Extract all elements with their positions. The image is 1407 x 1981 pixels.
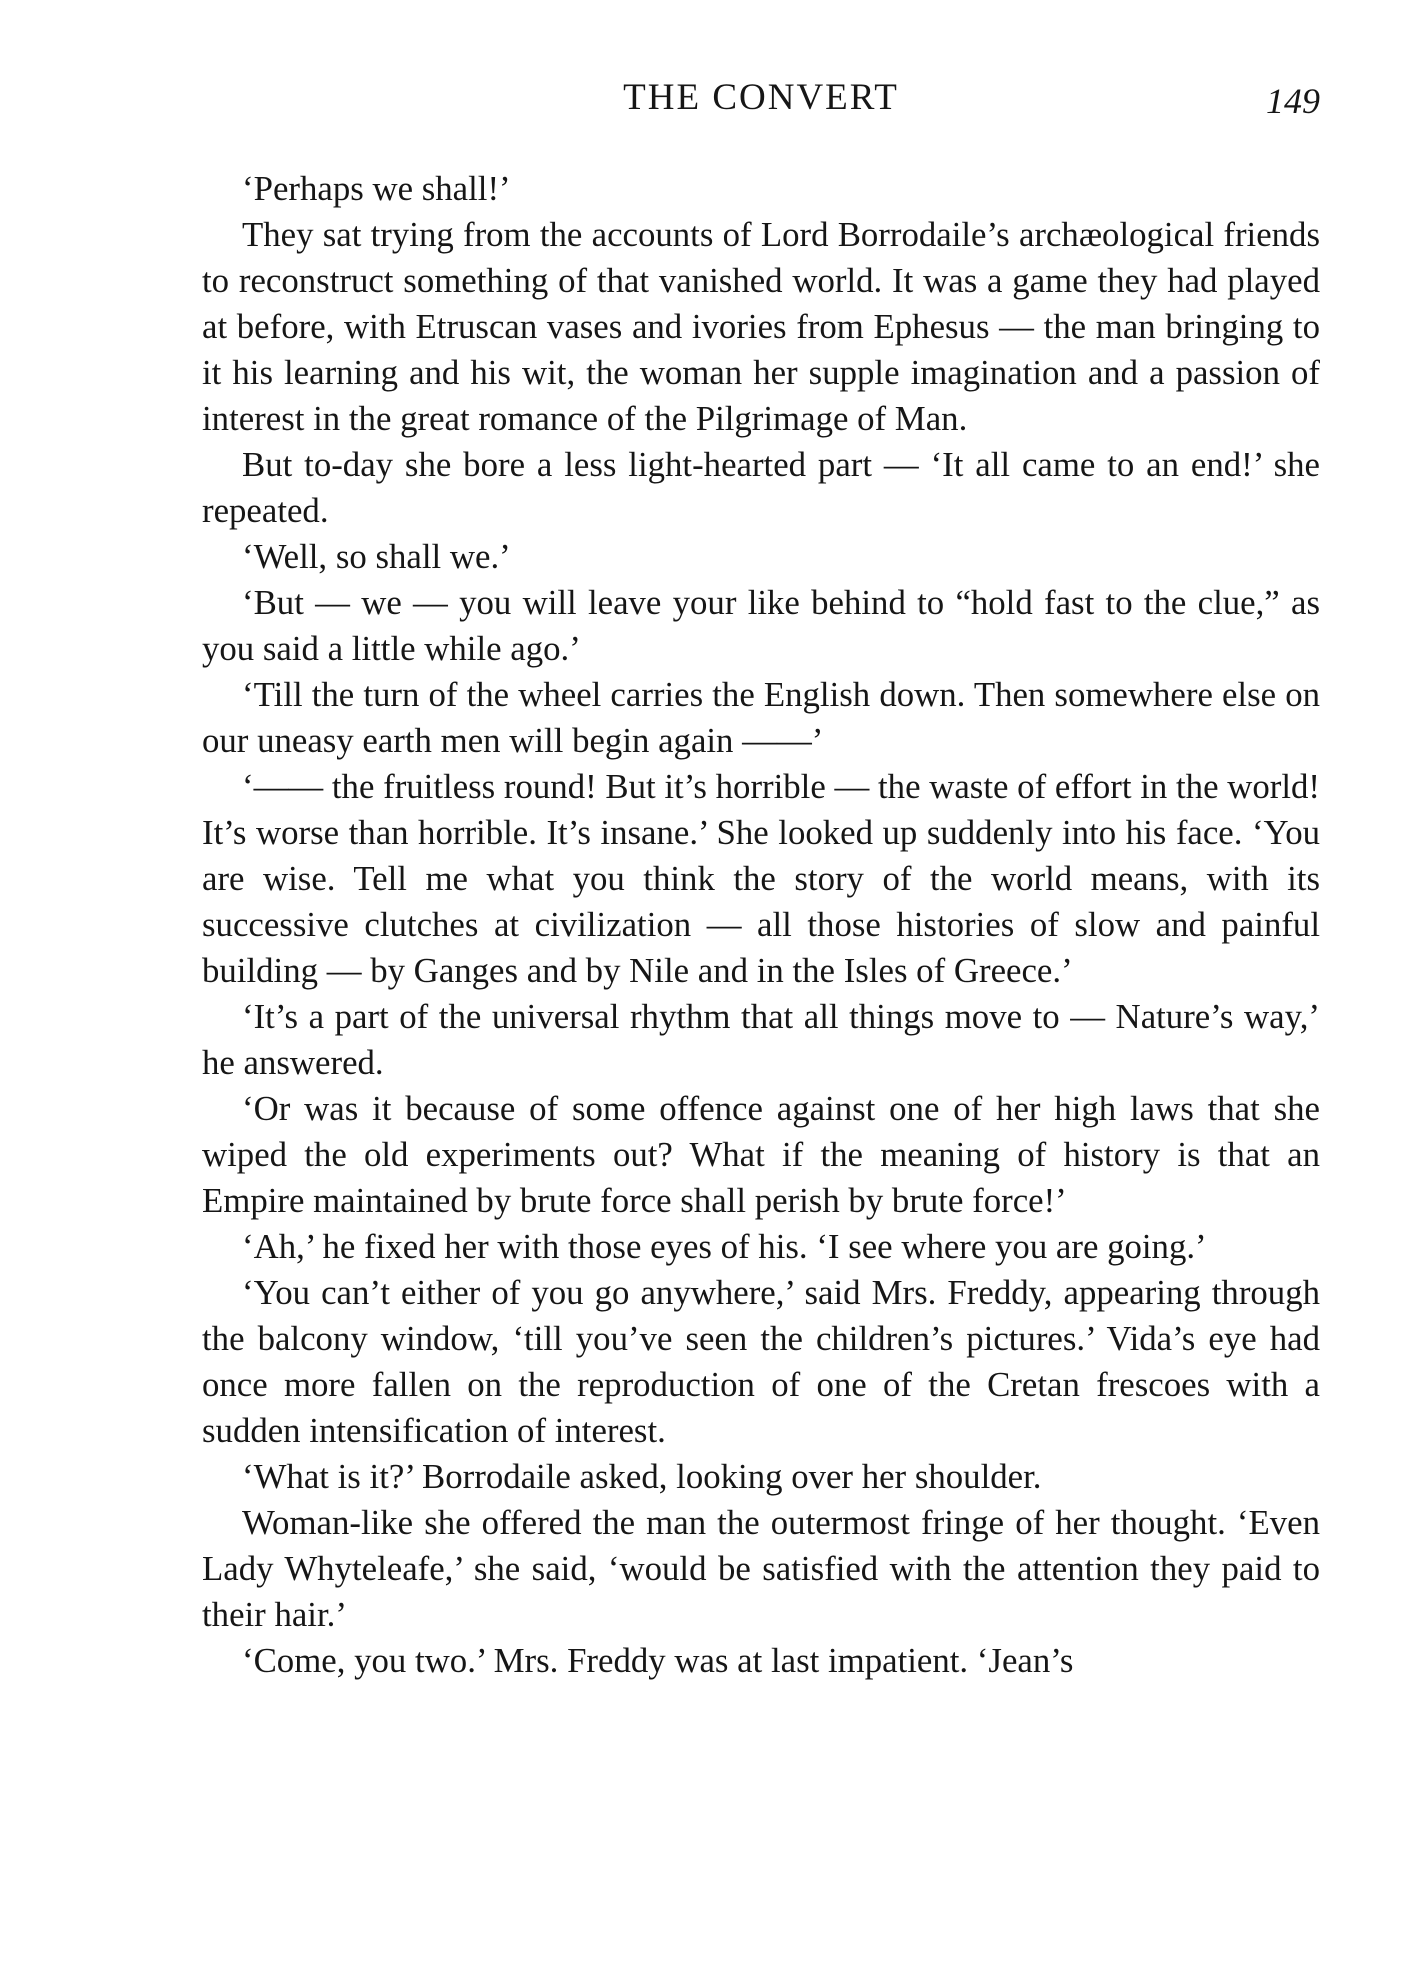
paragraph: ‘Well, so shall we.’: [242, 537, 511, 576]
paragraph: ‘Come, you two.’ Mrs. Freddy was at last impatient. ‘Jean’s: [242, 1641, 1074, 1680]
running-title: THE CONVERT: [623, 77, 899, 118]
body-text: [202, 166, 1320, 1684]
paragraph: ‘You can’t either of you go anywhere,’ said Mrs. Freddy, appearing through the balcony window, ‘till you’ve seen the children’s pictures.’ Vida’s eye had once more fallen on the reproduction of one of the Cretan frescoes with a sudden intensification of interest.: [202, 1273, 1320, 1450]
paragraph: ‘Till the turn of the wheel carries the English down. Then somewhere else on our uneasy earth men will begin again ——’: [202, 675, 1320, 760]
paragraph: But to-day she bore a less light-hearted part — ‘It all came to an end!’ she repeated.: [202, 445, 1320, 530]
paragraph: ‘—— the fruitless round! But it’s horrible — the waste of effort in the world! It’s worse than horrible. It’s insane.’ She looked up suddenly into his face. ‘You are wise. Tell me what you think the story of the world means, with its successive clutches at civilization — all those histories of slow and painful building — by Ganges and by Nile and in the Isles of Greece.’: [202, 767, 1320, 990]
paragraph: Woman-like she offered the man the outermost fringe of her thought. ‘Even Lady Whyteleafe,’ she said, ‘would be satisfied with the attention they paid to their hair.’: [202, 1503, 1320, 1634]
running-head: [202, 76, 1320, 126]
paragraph: ‘Ah,’ he fixed her with those eyes of his. ‘I see where you are going.’: [242, 1227, 1207, 1266]
paragraph: ‘What is it?’ Borrodaile asked, looking over her shoulder.: [242, 1457, 1042, 1496]
paragraph: ‘But — we — you will leave your like behind to “hold fast to the clue,” as you said a little while ago.’: [202, 583, 1320, 668]
paragraph: ‘Or was it because of some offence against one of her high laws that she wiped the old experiments out? What if the meaning of history is that an Empire maintained by brute force shall perish by brute force!’: [202, 1089, 1320, 1220]
paragraph: They sat trying from the accounts of Lord Borrodaile’s archæological friends to reconstruct something of that vanished world. It was a game they had played at before, with Etruscan vases and ivories from Ephesus — the man bringing to it his learning and his wit, the woman her supple imagination and a passion of interest in the great romance of the Pilgrimage of Man.: [202, 215, 1320, 438]
paragraph: ‘Perhaps we shall!’: [242, 169, 511, 208]
page-number: 149: [1266, 81, 1320, 121]
paragraph: ‘It’s a part of the universal rhythm that all things move to — Nature’s way,’ he answered.: [202, 997, 1320, 1082]
